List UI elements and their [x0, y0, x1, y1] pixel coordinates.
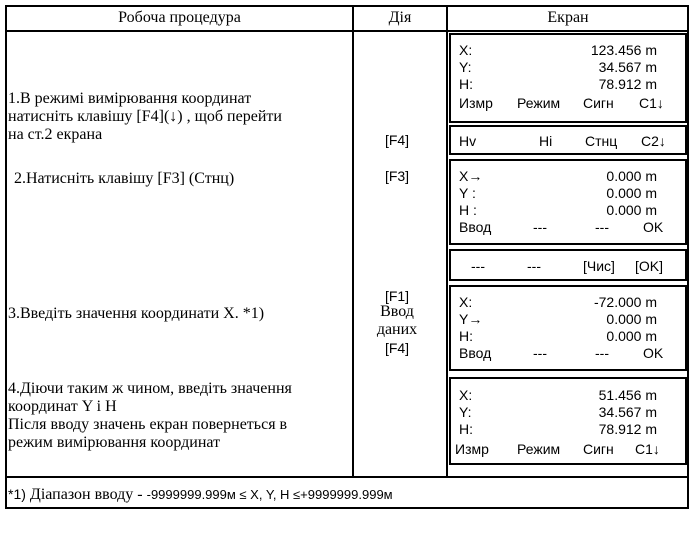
- screen-1: [449, 33, 687, 123]
- action-2: [F3]: [384, 168, 410, 184]
- header-procedure: Робоча процедура: [118, 9, 241, 26]
- screen-1-softkeys: [459, 95, 677, 111]
- footer-divider: [7, 476, 687, 478]
- step-1: 1.В режимі вимірювання координат натисніть клавішу [F4](↓) , щоб перейти на ст.2 екрана: [8, 90, 282, 143]
- screen-3: X: -72.000 m Y→ 0.000 m H: 0.000 m Ввод --- --- OK: [449, 285, 687, 371]
- action-3-f1: [F1]: [384, 288, 410, 304]
- column-divider-1: [352, 7, 354, 478]
- step-4: 4.Діючи таким ж чином, введіть значення координат Y і H Після вводу значень екран повернеться в режим вимірювання координат: [8, 380, 292, 451]
- softkey-2: Режим: [517, 95, 561, 111]
- screen-1-row-y: Y: 34.567 m: [459, 59, 657, 75]
- column-divider-2: [446, 7, 448, 478]
- action-1: [F4]: [384, 132, 410, 148]
- screen-1-row-h: H: 78.912 m: [459, 76, 657, 92]
- screen-1-page2: Hv Hi Стнц C2↓: [449, 125, 687, 155]
- screen-2-page2: --- --- [Чис] [OK]: [449, 249, 687, 281]
- step-3: 3.Введіть значення координати X. *1): [8, 305, 265, 322]
- footnote: *1) Діапазон вводу - -9999999.999м ≤ X, Y, H ≤+9999999.999м: [8, 486, 393, 503]
- screen-1-row-x: X: 123.456 m: [459, 42, 657, 58]
- softkey-3: Сигн: [583, 95, 614, 111]
- step-2: 2.Натисніть клавішу [F3] (Стнц): [14, 170, 235, 187]
- softkey-1: Измр: [459, 95, 493, 111]
- screen-4: X: 51.456 m Y: 34.567 m H: 78.912 m Измр Режим Сигн C1↓: [449, 377, 687, 465]
- action-3-label: Ввод даних: [376, 303, 418, 338]
- softkey-4: C1↓: [639, 95, 664, 111]
- header-divider: [7, 30, 687, 32]
- action-3-f4: [F4]: [384, 340, 410, 356]
- header-screen: Екран: [547, 9, 589, 26]
- screen-2: X→ 0.000 m Y : 0.000 m H : 0.000 m Ввод --- --- OK: [449, 159, 687, 245]
- header-action: Дія: [388, 9, 412, 26]
